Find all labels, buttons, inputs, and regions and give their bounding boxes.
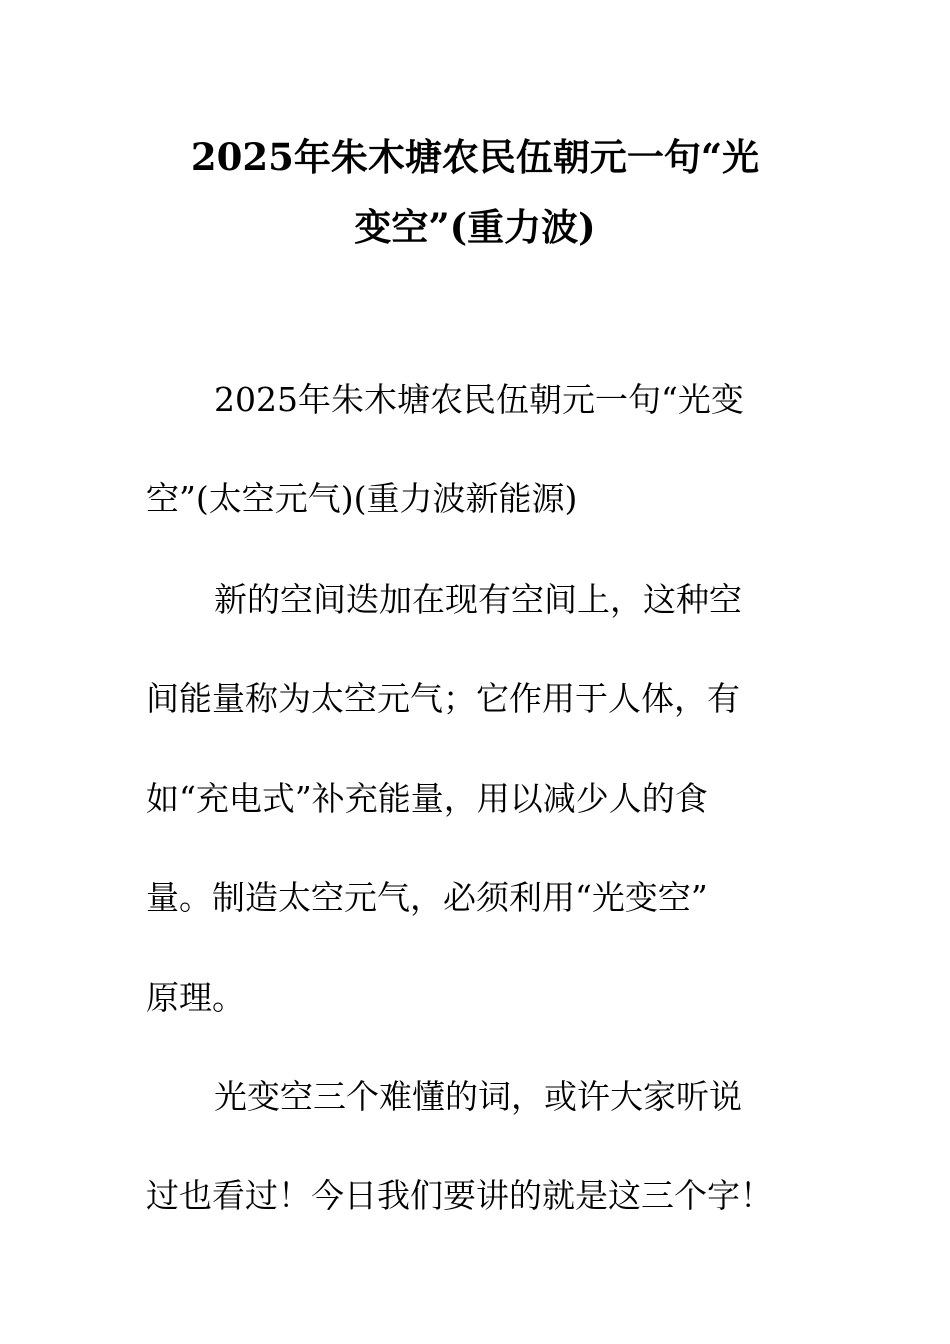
title-line-2: 变空”(重力波) <box>354 205 596 249</box>
paragraph-3-line-2: 过也看过！今日我们要讲的就是这三个字！ <box>146 1176 773 1215</box>
paragraph-3-line-1: 光变空三个难懂的词，或许大家听说 <box>214 1077 742 1116</box>
paragraph-2-line-4: 量。制造太空元气，必须利用“光变空” <box>146 878 708 917</box>
title-line-1: 2025年朱木塘农民伍朝元一句“光 <box>190 135 760 179</box>
paragraph-1-line-1: 2025年朱木塘农民伍朝元一句“光变 <box>214 380 744 419</box>
paragraph-2-line-1: 新的空间迭加在现有空间上，这种空 <box>214 580 742 619</box>
paragraph-2-line-2: 间能量称为太空元气；它作用于人体，有 <box>146 679 740 718</box>
paragraph-2-line-3: 如“充电式”补充能量，用以减少人的食 <box>146 779 708 818</box>
paragraph-1-line-2: 空”(太空元气)(重力波新能源) <box>146 479 578 518</box>
paragraph-2-line-5: 原理。 <box>146 978 245 1017</box>
document-title <box>140 122 810 262</box>
